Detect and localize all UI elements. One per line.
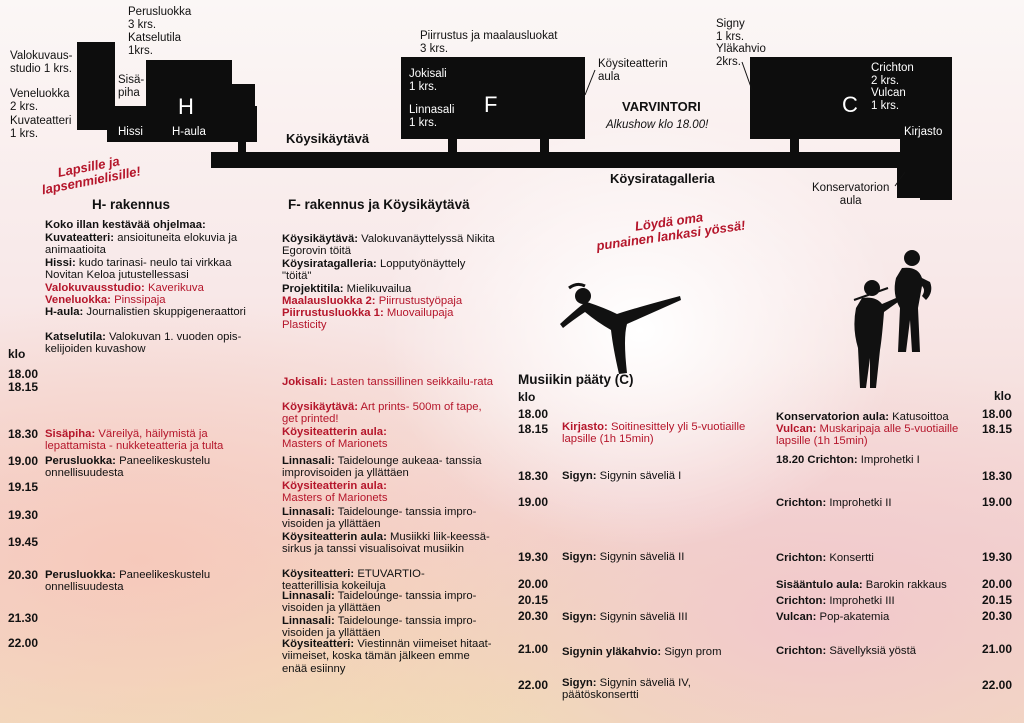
c-event: Sigynin yläkahvio: Sigyn prom — [562, 646, 722, 658]
c-time: 18.00 — [518, 407, 549, 421]
right-event: Vulcan: Muskaripaja alle 5-vuotiaille lapsille (1h 15min) — [776, 423, 959, 448]
h-time: 18.30 — [8, 427, 39, 441]
h-item: Katselutila: Valokuvan 1. vuoden opis-kelijoiden kuvashow — [45, 331, 242, 356]
h-event: Perusluokka: Paneelikeskustelu onnellisuudesta — [45, 455, 211, 480]
right-events — [776, 411, 976, 671]
right-time: 18.30 — [982, 469, 1013, 483]
right-time: 19.00 — [982, 495, 1013, 509]
right-time: 20.30 — [982, 609, 1013, 623]
c-time: 18.30 — [518, 469, 549, 483]
f-item: Köysikäytävä: Valokuvanäyttelyssä Nikita Egorovin töitä — [282, 233, 495, 258]
c-event: Sigyn: Sigynin säveliä III — [562, 611, 688, 623]
dancer-silhouette-icon — [555, 278, 685, 378]
label-c-building: C — [842, 92, 858, 117]
label-linnasali: Linnasali 1 krs. — [409, 104, 455, 129]
f-event: Köysiteatterin aula: Masters of Marionets — [282, 426, 388, 451]
c-time: 18.15 — [518, 422, 549, 436]
label-alkushow: Alkushow klo 18.00! — [606, 119, 709, 131]
right-time: 20.00 — [982, 577, 1013, 591]
h-time: 19.45 — [8, 535, 39, 549]
label-varvintori: VARVINTORI — [622, 99, 701, 114]
label-signy: Signy 1 krs. Yläkahvio 2krs. — [716, 18, 766, 68]
right-event: 18.20 Crichton: Improhetki I — [776, 454, 920, 466]
right-time: 21.00 — [982, 642, 1013, 656]
c-time: 20.00 — [518, 577, 549, 591]
f-intro-list — [282, 233, 497, 343]
right-event: Crichton: Sävellyksiä yöstä — [776, 645, 916, 657]
h-event: Sisäpiha: Väreilyä, häilymistä ja lepattamista - nukketeatteria ja tulta — [45, 428, 224, 453]
musicians-silhouette-icon — [826, 248, 936, 388]
c-klo: klo — [518, 390, 536, 404]
slogan-lapsille: Lapsille ja lapsenmielisille! — [40, 153, 142, 198]
h-time: 19.15 — [8, 480, 39, 494]
right-time: 18.00 — [982, 407, 1013, 421]
h-intro: Koko illan kestävää ohjelmaa: — [45, 219, 206, 231]
right-time: 18.15 — [982, 422, 1013, 436]
right-event: Crichton: Konsertti — [776, 552, 874, 564]
f-item: Maalausluokka 2: Piirrustustyöpaja — [282, 295, 463, 307]
label-koysiteatterin-aula: Köysiteatterin aula — [598, 58, 668, 83]
h-section-title: H- rakennus — [92, 197, 171, 212]
right-time: 19.30 — [982, 550, 1013, 564]
h-event: Perusluokka: Paneelikeskustelu onnellisuudesta — [45, 569, 211, 594]
c-event: Kirjasto: Soitinesittely yli 5-vuotiaille lapsille (1h 15min) — [562, 421, 746, 446]
c-time: 20.30 — [518, 609, 549, 623]
f-event: Köysiteatterin aula: Masters of Marionets — [282, 480, 388, 505]
label-sisapiha: Sisä- piha — [118, 74, 145, 99]
h-time: 19.00 — [8, 454, 39, 468]
h-time: 20.30 — [8, 568, 39, 582]
c-event: Sigyn: Sigynin säveliä II — [562, 551, 685, 563]
right-event: Konservatorion aula: Katusoittoa — [776, 411, 949, 423]
label-hissi: Hissi — [118, 126, 143, 138]
h-item: H-aula: Journalistien skuppigeneraattori — [45, 306, 246, 318]
h-time: 19.30 — [8, 508, 39, 522]
c-events — [562, 421, 752, 711]
label-koysiratagalleria: Köysiratagalleria — [610, 171, 715, 186]
f-event: Linnasali: Taidelounge- tanssia impro-visoiden ja yllättäen — [282, 506, 477, 531]
h-item: Valokuvausstudio: Kaverikuva — [45, 282, 204, 294]
label-koysikaytava: Köysikäytävä — [286, 131, 370, 146]
h-time: 22.00 — [8, 636, 39, 650]
h-time: 18.15 — [8, 380, 39, 394]
c-event: Sigyn: Sigynin säveliä IV, päätöskonsertti — [562, 677, 691, 702]
c-section-title: Musiikin pääty (C) — [518, 372, 634, 387]
label-perusluokka: Perusluokka 3 krs. — [128, 6, 192, 31]
label-crichton-vulcan: Crichton 2 krs. Vulcan 1 krs. — [871, 62, 914, 112]
h-item: Kuvateatteri: ansioituneita elokuvia ja animaatioita — [45, 232, 238, 257]
c-event: Sigyn: Sigynin säveliä I — [562, 470, 682, 482]
h-time: 18.00 — [8, 367, 39, 381]
slogan-loyda: Löydä oma punainen lankasi yössä! — [595, 209, 747, 254]
f-item: Projektitila: Mielikuvailua — [282, 283, 412, 295]
label-h-aula: H-aula — [172, 126, 206, 138]
f-events — [282, 376, 497, 676]
label-jokisali: Jokisali 1 krs. — [409, 68, 447, 93]
right-event: Crichton: Improhetki III — [776, 595, 895, 607]
right-time: 20.15 — [982, 593, 1013, 607]
h-klo: klo — [8, 347, 26, 361]
label-katselutila: Katselutila 1krs. — [128, 32, 182, 57]
h-item: Veneluokka: Pinssipaja — [45, 294, 166, 306]
f-event: Jokisali: Lasten tanssillinen seikkailu-rata — [282, 376, 493, 388]
label-kuvateatteri: Kuvateatteri 1 krs. — [10, 115, 72, 140]
c-time: 20.15 — [518, 593, 549, 607]
c-time: 19.30 — [518, 550, 549, 564]
f-event: Köysiteatterin aula: Musiikki liik-keessä- sirkus ja tanssi visualisoivat musiikin — [282, 531, 490, 556]
f-event: Köysikäytävä: Art prints- 500m of tape, get printed! — [282, 401, 482, 426]
right-event: Crichton: Improhetki II — [776, 497, 892, 509]
f-event: Köysiteatteri: Viestinnän viimeiset hitaat- viimeiset, koska tämän jälkeen emme enää esiinny — [282, 638, 492, 675]
c-time: 19.00 — [518, 495, 549, 509]
h-intro-list — [45, 219, 260, 359]
right-time: 22.00 — [982, 678, 1013, 692]
c-time: 21.00 — [518, 642, 549, 656]
right-klo: klo — [994, 389, 1012, 403]
c-time: 22.00 — [518, 678, 549, 692]
right-event: Vulcan: Pop-akatemia — [776, 611, 890, 623]
label-piirrustus: Piirrustus ja maalausluokat 3 krs. — [420, 30, 558, 55]
f-event: Linnasali: Taidelounge aukeaa- tanssia improvisoiden ja yllättäen — [282, 455, 482, 480]
f-item: Köysiratagalleria: Lopputyönäyttely "töitä" — [282, 258, 466, 283]
f-item: Piirrustusluokka 1: Muovailupaja Plasticity — [282, 307, 454, 332]
label-konservatorion-aula: Konservatorion aula — [812, 182, 890, 207]
label-h-building: H — [178, 94, 194, 119]
f-event: Köysiteatteri: ETUVARTIO-teatterillisia kokeiluja — [282, 568, 425, 593]
label-valokuvausstudio: Valokuvaus- studio 1 krs. — [10, 50, 73, 75]
f-event: Linnasali: Taidelounge- tanssia impro-visoiden ja yllättäen — [282, 590, 477, 615]
h-time: 21.30 — [8, 611, 39, 625]
right-event: Sisääntulo aula: Barokin rakkaus — [776, 579, 947, 591]
f-event: Linnasali: Taidelounge- tanssia impro-visoiden ja yllättäen — [282, 615, 477, 640]
h-events — [45, 428, 255, 608]
label-kirjasto: Kirjasto — [904, 126, 943, 138]
label-veneluokka: Veneluokka 2 krs. — [10, 88, 70, 113]
f-section-title: F- rakennus ja Köysikäytävä — [288, 197, 470, 212]
h-item: Hissi: kudo tarinasi- neulo tai virkkaa Novitan Keloa jutustellessasi — [45, 257, 232, 282]
label-f-building: F — [484, 92, 498, 117]
